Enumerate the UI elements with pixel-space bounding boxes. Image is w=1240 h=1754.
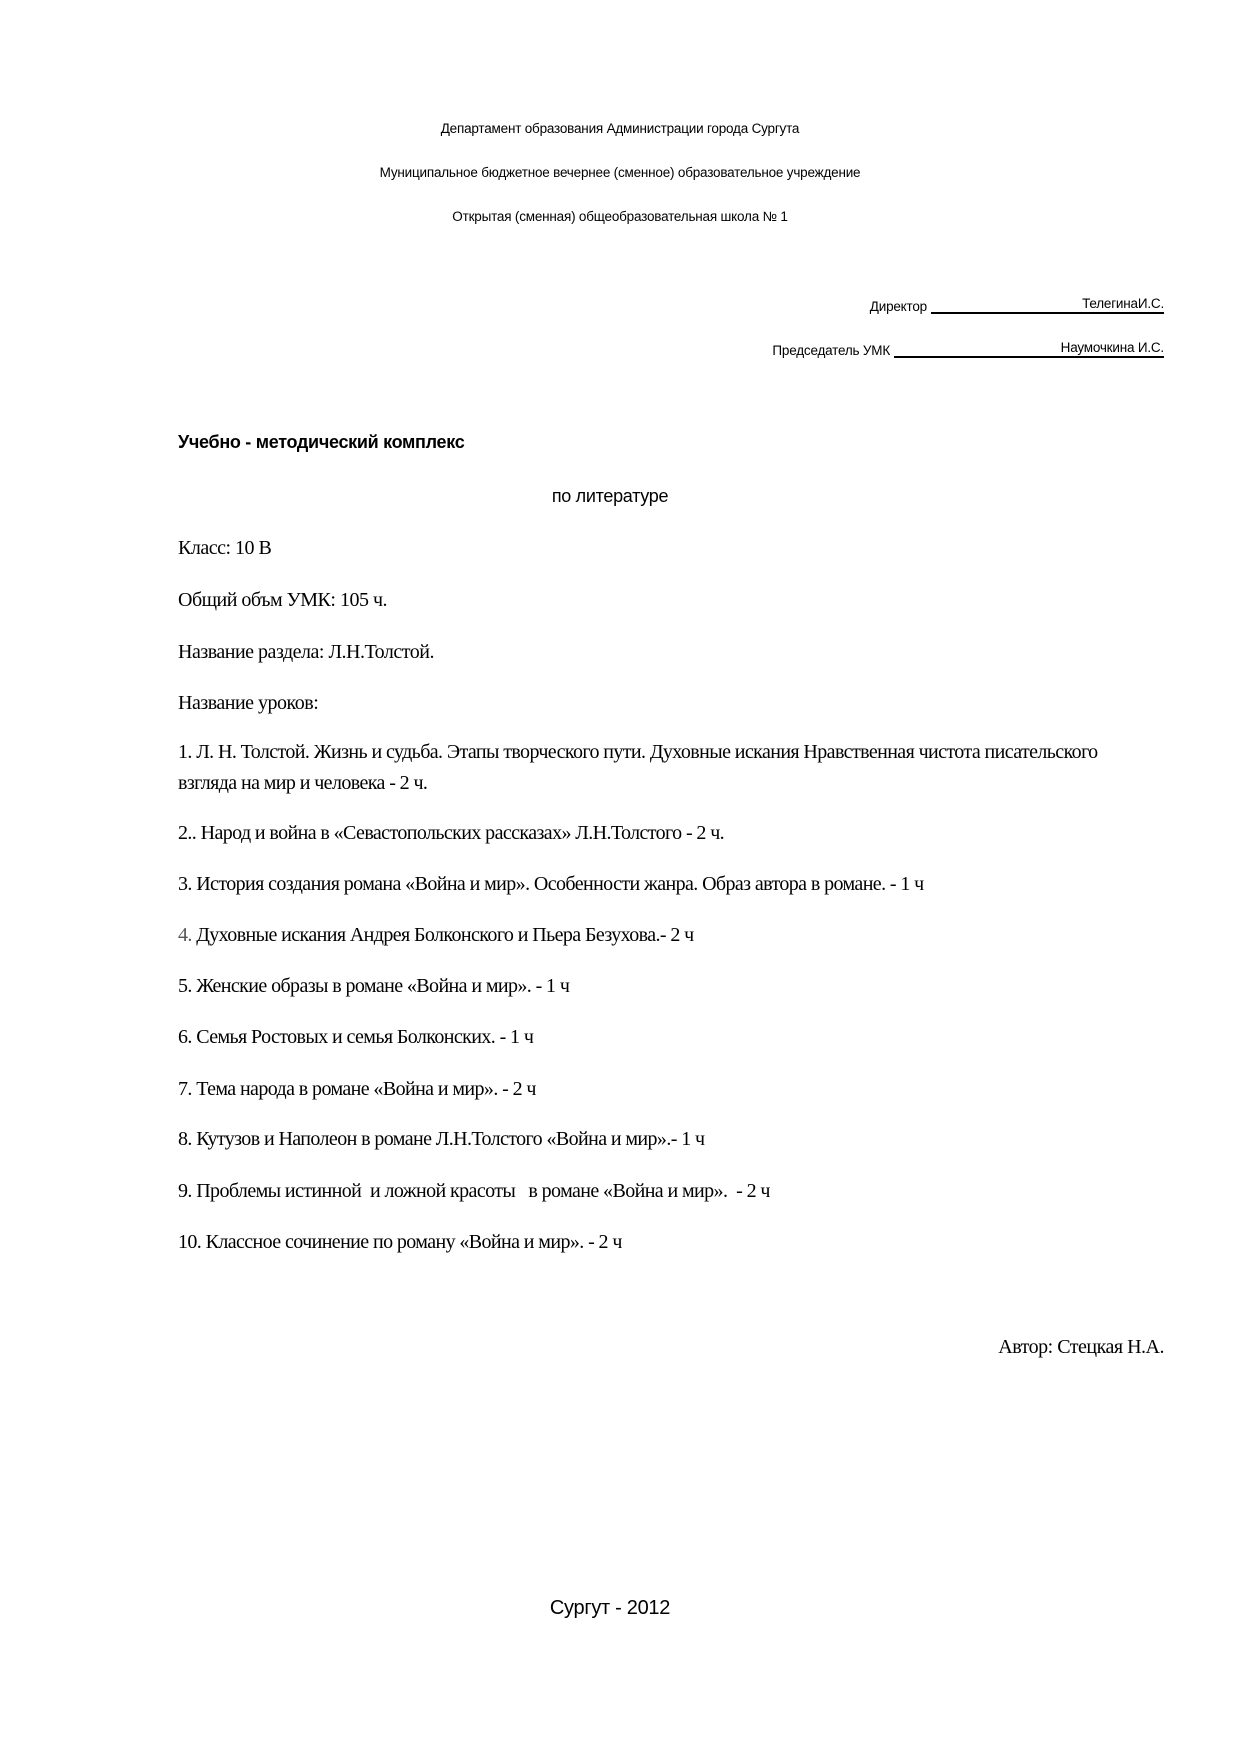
footer-city-year: Сургут - 2012: [549, 1597, 671, 1619]
lesson-text: Духовные искания Андрея Болконского и Пьера Безухова.- 2 ч: [191, 924, 694, 946]
lesson-number: 9.: [178, 1180, 192, 1202]
chair-signature-line: [894, 341, 1164, 358]
lesson-text: История создания романа «Война и мир». Особенности жанра. Образ автора в романе. - 1 ч: [191, 873, 924, 895]
director-role: Директор: [869, 299, 927, 314]
total-volume-label: Общий объм УМК: 105 ч.: [178, 589, 387, 611]
lesson-item: [178, 1176, 1118, 1207]
lesson-number: 7.: [178, 1078, 192, 1100]
lesson-item: [178, 1227, 1118, 1258]
director-name: ТелегинаИ.С.: [1082, 296, 1164, 311]
lesson-item: [178, 971, 1118, 1002]
lessons-heading: Название уроков:: [178, 692, 319, 714]
lesson-number: 10.: [178, 1231, 202, 1253]
chair-role: Председатель УМК: [772, 343, 890, 358]
lesson-item: [178, 737, 1118, 799]
lesson-text: Л. Н. Толстой. Жизнь и судьба. Этапы творческого пути. Духовные искания Нравственная чистота писательского взгляда на мир и человека - 2 ч.: [178, 741, 1098, 794]
lesson-text: Проблемы истинной и ложной красоты в романе «Война и мир». - 2 ч: [191, 1180, 770, 1202]
lesson-text: Семья Ростовых и семья Болконских. - 1 ч: [191, 1026, 534, 1048]
section-name-label: Название раздела: Л.Н.Толстой.: [178, 641, 434, 663]
class-label: Класс: 10 В: [178, 537, 272, 559]
lesson-item: [178, 1074, 1118, 1105]
lesson-number: 1.: [178, 741, 192, 763]
lesson-text: Народ и война в «Севастопольских рассказах» Л.Н.Толстого - 2 ч.: [196, 822, 725, 844]
lesson-number: 5.: [178, 975, 192, 997]
lesson-item: [178, 1022, 1118, 1053]
lesson-number: 6.: [178, 1026, 192, 1048]
chair-signature: [772, 341, 1164, 358]
lesson-text: Кутузов и Наполеон в романе Л.Н.Толстого «Война и мир».- 1 ч: [191, 1128, 705, 1150]
author-label: Автор: Стецкая Н.А.: [998, 1336, 1164, 1358]
lesson-number: 8.: [178, 1128, 192, 1150]
director-signature: [870, 297, 1164, 314]
department-line: Департамент образования Администрации города Сургута: [440, 121, 800, 136]
lesson-item: [178, 869, 1118, 900]
subject-line: по литературе: [551, 486, 669, 506]
lesson-number: 4.: [178, 924, 192, 946]
lesson-item: [178, 920, 1118, 951]
lesson-number: 2..: [178, 822, 197, 844]
lesson-text: Тема народа в романе «Война и мир». - 2 ч: [191, 1078, 536, 1100]
director-signature-line: [931, 297, 1164, 314]
document-title: Учебно - методический комплекс: [178, 432, 465, 452]
lesson-text: Женские образы в романе «Война и мир». - 1 ч: [191, 975, 570, 997]
lesson-item: [178, 818, 1118, 849]
lesson-number: 3.: [178, 873, 192, 895]
lesson-text: Классное сочинение по роману «Война и мир». - 2 ч: [201, 1231, 622, 1253]
school-line: Открытая (сменная) общеобразовательная школа № 1: [452, 209, 788, 224]
chair-name: Наумочкина И.С.: [1060, 340, 1164, 355]
lesson-item: [178, 1124, 1118, 1155]
institution-line: Муниципальное бюджетное вечернее (сменное) образовательное учреждение: [379, 165, 861, 180]
